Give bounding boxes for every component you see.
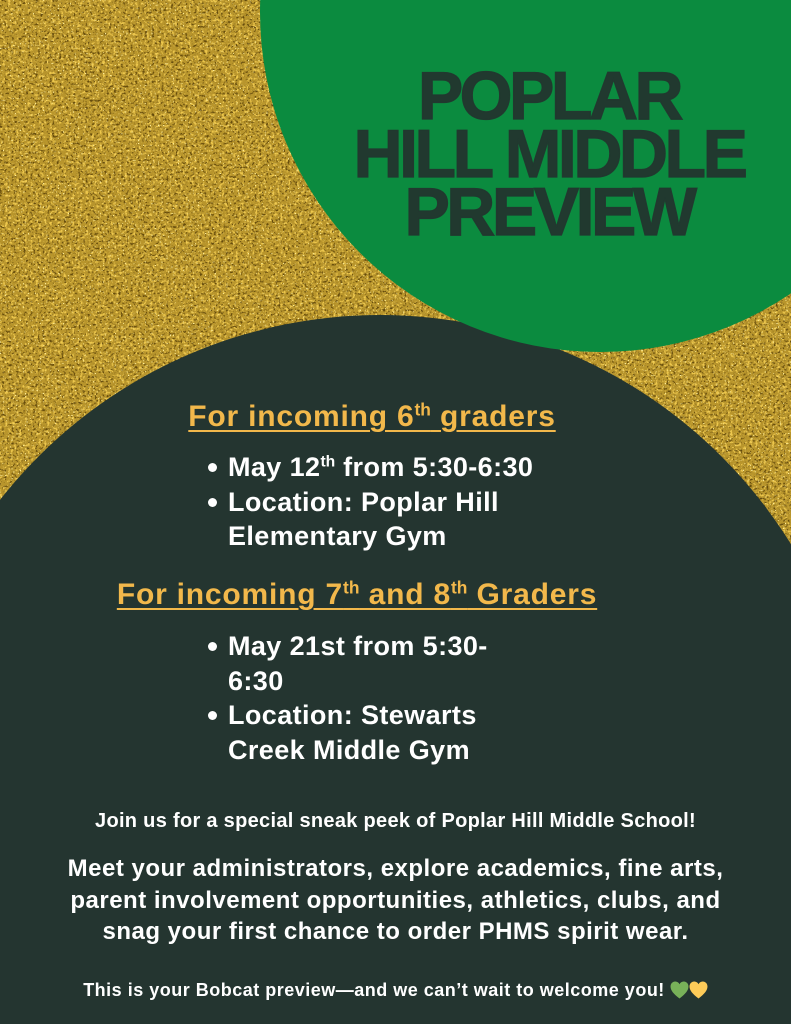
event-details-list-7th-8th — [228, 629, 488, 767]
list-item-location — [228, 698, 488, 767]
heading-incoming-6th-graders — [172, 399, 572, 435]
title-line: PREVIEW — [404, 174, 694, 250]
item-text: May 12 — [228, 452, 321, 482]
heading-text: For incoming 6 — [188, 400, 415, 433]
heading-text: and 8 — [359, 578, 451, 611]
yellow-heart-shape — [689, 982, 707, 999]
hearts-emoji — [670, 981, 708, 1005]
yellow-heart-icon — [689, 981, 708, 999]
list-item-date — [228, 450, 533, 485]
heading-text: For incoming 7 — [116, 578, 344, 611]
item-line — [228, 450, 533, 485]
closing-text: This is your Bobcat preview—and we can’t wait to welcome you! — [83, 980, 665, 1000]
details-paragraph — [0, 853, 791, 948]
item-line: Location: Poplar Hill — [228, 486, 499, 517]
ordinal-suffix: th — [450, 577, 468, 598]
title-line: HILL MIDDLE — [353, 116, 745, 192]
item-text: from 5:30-6:30 — [335, 452, 534, 482]
ordinal-suffix: th — [343, 577, 360, 598]
details-line: parent involvement opportunities, athletics, clubs, and — [70, 886, 721, 914]
event-details-list-6th — [228, 450, 533, 554]
details-line: Meet your administrators, explore academics, fine arts, — [67, 855, 724, 882]
bullet-icon — [208, 711, 217, 720]
bullet-icon — [208, 642, 217, 651]
item-line: Elementary Gym — [228, 521, 447, 551]
bullet-icon — [208, 463, 217, 472]
green-heart-icon — [670, 981, 689, 999]
green-heart-shape — [670, 982, 688, 999]
item-line: Location: Stewarts — [228, 700, 477, 730]
intro-text: Join us for a special sneak peek of Poplar Hill Middle School! — [95, 810, 696, 832]
ordinal-suffix: th — [320, 453, 336, 471]
page-title — [349, 58, 749, 250]
heading-incoming-7th-8th-graders — [107, 577, 607, 613]
list-item-location — [228, 485, 533, 554]
bullet-icon — [208, 498, 217, 507]
ordinal-suffix: th — [414, 399, 431, 420]
heading-text: Graders — [467, 578, 598, 611]
list-item-date — [228, 629, 488, 698]
item-line: Creek Middle Gym — [228, 734, 470, 765]
heading-text: graders — [430, 400, 556, 433]
item-line: May 21st from 5:30- — [228, 631, 488, 661]
details-line: snag your first chance to order PHMS spirit wear. — [102, 918, 689, 945]
item-line: 6:30 — [228, 665, 284, 696]
closing-message — [0, 978, 791, 1005]
title-line: POPLAR — [417, 58, 681, 134]
